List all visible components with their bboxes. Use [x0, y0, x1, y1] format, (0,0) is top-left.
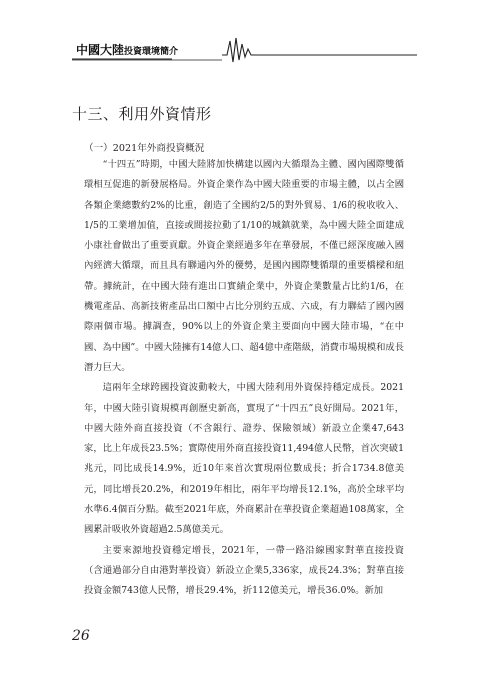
paragraph: 這兩年全球跨國投資波動較大，中國大陸利用外資保持穩定成長。2021年，中國大陸引資規模再創歷史新高，實現了“十四五”良好開局。2021年，中國大陸外商直接投資（不含銀行、證券、保險領域）新設立企業47,643家，比上年成長23.5%；實際使用外商直接投資11,494億人民幣，首次突破1兆元，同比成長14.9%，近10年來首次實現兩位數成長；折合1734.8億美元，同比增長20.2%，和2019年相比，兩年平均增長12.1%，高於全球平均水準6.4個百分點。截至2021年底，外商累計在華投資企業超過108萬家，全國累計吸收外資超過2.5萬億美元。 — [84, 382, 404, 536]
paragraph: 主要來源地投資穩定增長，2021年，一帶一路沿線國家對華直接投資（含通過部分自由港對華投資）新設立企業5,336家，成長24.3%；對華直接投資金額743億人民幣，增長29.4%，折112億美元，增長36.0%。新加 — [84, 544, 404, 597]
page-number: 26 — [72, 628, 90, 644]
paragraph: “十四五”時期，中國大陸將加快構建以國內大循環為主體、國內國際雙循環相互促進的新發展格局。外資企業作為中國大陸重要的市場主體，以占全國各類企業總數約2%的比重，創造了全國約2/5的對外貿易、1/6的稅收收入、1/5的工業增加值，直接或間接拉動了1/10的城鎮就業，為中國大陸全面建成小康社會做出了重要貢獻。外資企業經過多年在華發展，不僅已經深度融入國內經濟大循環，而且具有聯通內外的優勢，是國內國際雙循環的重要橋樑和紐帶。據統計，在中國大陸有進出口實績企業中，外資企業數量占比約1/6，在機電產品、高新技術產品出口額中占比分別約五成、六成，有力聯結了國內國際兩個市場。據調查，90%以上的外資企業主要面向中國大陸市場，“在中國、為中國”。中國大陸擁有14億人口、超4億中產階級，消費市場規模和成長潛力巨大。 — [84, 159, 404, 373]
header-title-sub: 投資環境簡介 — [124, 47, 179, 57]
running-header-title — [76, 39, 178, 58]
running-header — [72, 33, 417, 63]
section-title: 十三、利用外資情形 — [72, 105, 212, 123]
header-title-main: 中國大陸 — [76, 43, 125, 57]
body-text — [84, 155, 404, 602]
subsection-title: （一）2021年外商投資概況 — [84, 143, 205, 154]
